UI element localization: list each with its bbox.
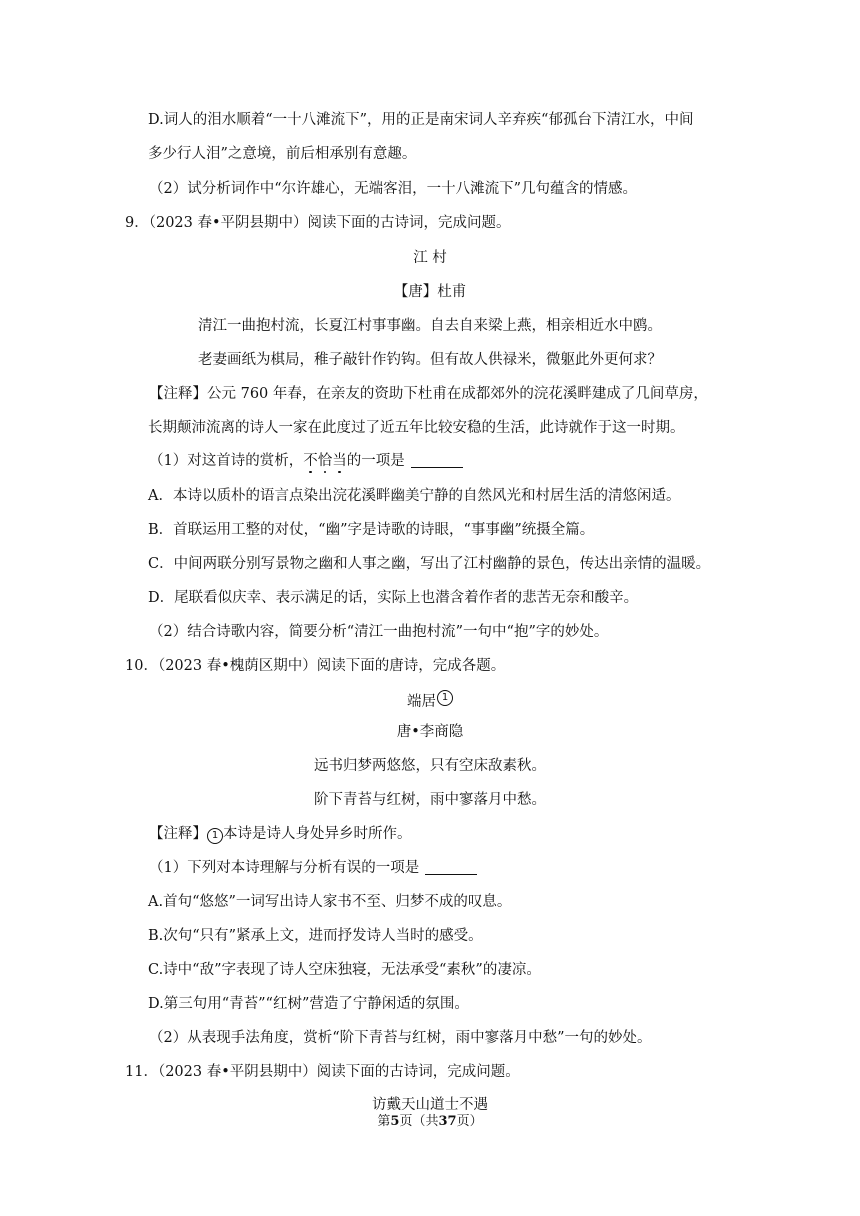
footnote-marker: 1 [207,828,223,844]
emphasis-char: 不 [303,453,318,469]
q10-note [149,824,412,844]
q10-option-b: B.次句“只有”紧承上文，进而抒发诗人当时的感受。 [148,928,483,944]
emphasis-char: 当 [332,453,347,469]
q11-header: 11．（2023 春•平阴县期中）阅读下面的古诗词，完成问题。 [125,1064,520,1080]
total-pages-number: 37 [438,1114,457,1129]
q10-option-d: D.第三句用“青苔”“红树”营造了宁静闲适的氛围。 [148,996,469,1012]
q10-subquestion-1 [149,858,477,878]
footnote-marker: 1 [437,690,453,706]
q9-note-line1: 【注释】公元 760 年春，在亲友的资助下杜甫在成都郊外的浣花溪畔建成了几间草房， [149,386,708,402]
emphasis-char: 恰 [317,453,333,469]
q9-subquestion-2: （2）结合诗歌内容，简要分析“清江一曲抱村流”一句中“抱”字的妙处。 [149,624,609,640]
answer-blank[interactable] [411,453,463,468]
q8-option-d-line2: 多少行人泪”之意境，前后相承别有意趣。 [148,146,417,162]
q8-option-d-line1: D.词人的泪水顺着“一十八滩流下”，用的正是南宋词人辛弃疾“郁孤台下清江水，中间 [148,112,694,128]
q10-header: 10．（2023 春•槐荫区期中）阅读下面的唐诗，完成各题。 [125,658,506,674]
q10-poem-title [0,690,860,712]
footer-mid: 页（共 [399,1114,439,1129]
current-page-number: 5 [390,1114,400,1129]
q10-verse-1: 远书归梦两悠悠，只有空床敌素秋。 [314,758,546,774]
q9-sub1-prefix: （1）对这首诗的赏析， [149,453,304,469]
q9-poem-author: 【唐】杜甫 [393,284,467,300]
q9-option-b: B．首联运用工整的对仗，“幽”字是诗歌的诗眼，“事事幽”统摄全篇。 [148,522,595,538]
q10-subquestion-2: （2）从表现手法角度，赏析“阶下青苔与红树，雨中寥落月中愁”一句的妙处。 [149,1030,652,1046]
q9-note-line2: 长期颠沛流离的诗人一家在此度过了近五年比较安稳的生活，此诗就作于这一时期。 [148,420,685,436]
q9-option-c: C．中间两联分别写景物之幽和人事之幽，写出了江村幽静的景色，传达出亲情的温暖。 [148,556,711,572]
q9-option-d: D．尾联看似庆幸、表示满足的话，实际上也潜含着作者的悲苦无奈和酸辛。 [148,590,639,606]
q9-header: 9．（2023 春•平阴县期中）阅读下面的古诗词，完成问题。 [125,215,511,231]
q10-note-prefix: 【注释】 [149,826,207,842]
q10-poem-author: 唐•李商隐 [396,724,464,740]
q10-verse-2: 阶下青苔与红树，雨中寥落月中愁。 [314,792,546,808]
q9-verse-1: 清江一曲抱村流，长夏江村事事幽。自去自来梁上燕，相亲相近水中鸥。 [198,318,662,334]
q10-option-a: A.首句“悠悠”一词写出诗人家书不至、归梦不成的叹息。 [148,894,512,910]
footer-prefix: 第 [377,1114,391,1129]
q10-option-c: C.诗中“敌”字表现了诗人空床独寝，无法承受“素秋”的凄凉。 [148,962,541,978]
page-footer [0,1112,860,1132]
q9-sub1-suffix: 的一项是 [346,453,405,469]
q10-title-text: 端居 [407,694,436,710]
q9-subquestion-1 [149,451,463,471]
q10-sub1-text: （1）下列对本诗理解与分析有误的一项是 [149,860,420,876]
q10-note-text: 本诗是诗人身处异乡时所作。 [223,826,412,842]
footer-suffix: 页） [456,1114,483,1129]
q9-verse-2: 老妻画纸为棋局，稚子敲针作钓钩。但有故人供禄米，微躯此外更何求？ [198,352,662,368]
q9-poem-title: 江 村 [413,250,447,266]
q8-subquestion-2: （2）试分析词作中“尔许雄心，无端客泪，一十八滩流下”几句蕴含的情感。 [149,181,638,197]
q9-option-a: A．本诗以质朴的语言点染出浣花溪畔幽美宁静的自然风光和村居生活的清悠闲适。 [148,488,681,504]
q11-poem-title: 访戴天山道士不遇 [372,1097,488,1113]
answer-blank[interactable] [425,860,477,875]
